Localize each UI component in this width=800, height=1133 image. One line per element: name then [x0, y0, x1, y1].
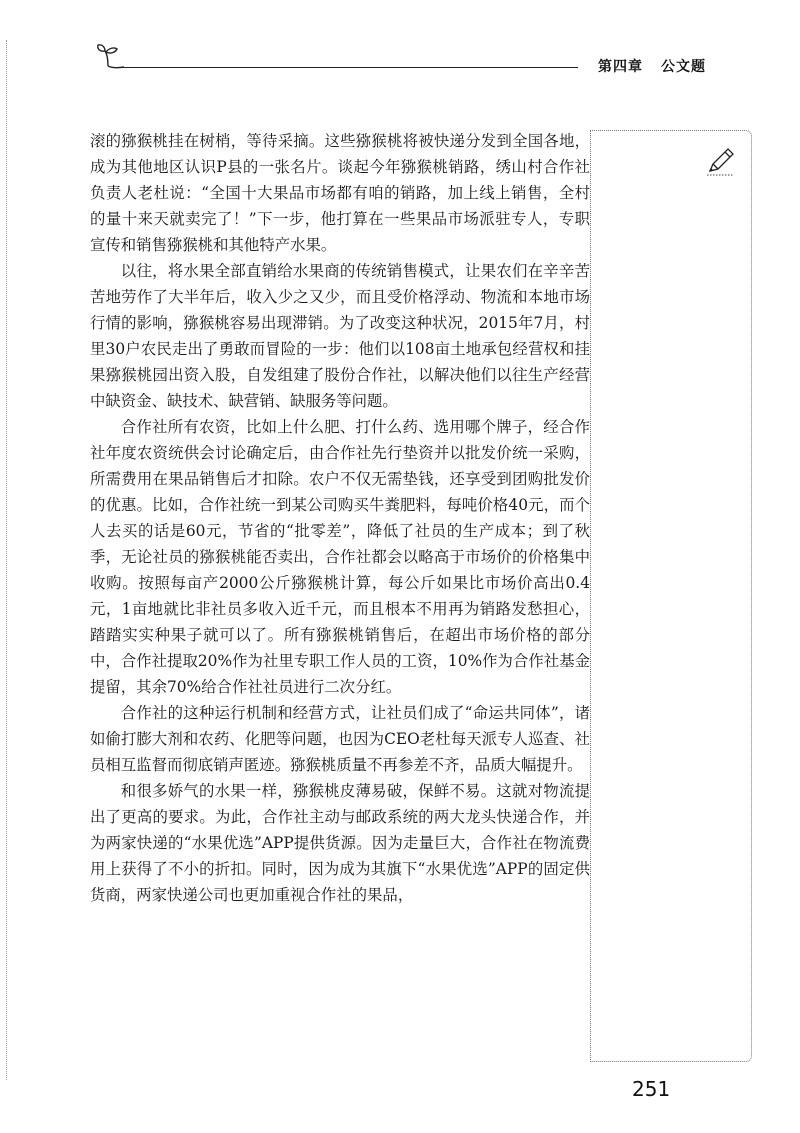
header-rule: [116, 67, 578, 68]
margin-note-box: [590, 130, 752, 1062]
paragraph: 合作社所有农资，比如上什么肥、打什么药、选用哪个牌子，经合作社年度农资统供会讨论确定后，由合作社先行垫资并以批发价统一采购，所需费用在果品销售后才扣除。农户不仅无需垫钱，还享受到团购批发价的优惠。比如，合作社统一到某公司购买牛粪肥料，每吨价格40元，而个人去买的话是60元，节省的“批零差”，降低了社员的生产成本；到了秋季，无论社员的猕猴桃能否卖出，合作社都会以略高于市场价的价格集中收购。按照每亩产2000公斤猕猴桃计算，每公斤如果比市场价高出0.4元，1亩地就比非社员多收入近千元，而且根本不用再为销路发愁担心，踏踏实实种果子就可以了。所有猕猴桃销售后，在超出市场价格的部分中，合作社提取20%作为社里专职工作人员的工资，10%作为合作社基金提留，其余70%给合作社社员进行二次分红。: [90, 418, 590, 696]
paragraph: 和很多娇气的水果一样，猕猴桃皮薄易破，保鲜不易。这就对物流提出了更高的要求。为此，合作社主动与邮政系统的两大龙头快递合作，并为两家快递的“水果优选”APP提供货源。因为走量巨大，合作社在物流费用上获得了不小的折扣。同时，因为成为其旗下“水果优选”APP的固定供货商，两家快递公司也更加重视合作社的果品，: [90, 782, 590, 904]
section-label: 公文题: [661, 59, 706, 75]
scan-edge-dots: [6, 40, 8, 1080]
page-header: [94, 40, 706, 76]
chapter-title: [598, 56, 706, 76]
chapter-label: 第四章: [598, 59, 643, 75]
pen-icon: [704, 144, 738, 178]
sprout-icon: [94, 40, 128, 70]
page-number: 251: [632, 1077, 671, 1101]
article-body: [90, 128, 590, 908]
paragraph-continued: 滚的猕猴桃挂在树梢，等待采摘。这些猕猴桃将被快递分发到全国各地，成为其他地区认识P县的一张名片。谈起今年猕猴桃销路，绣山村合作社负责人老杜说：“全国十大果品市场都有咱的销路，加上线上销售，全村的量十来天就卖完了！”下一步，他打算在一些果品市场派驻专人，专职宣传和销售猕猴桃和其他特产水果。: [90, 132, 590, 254]
paragraph: 以往，将水果全部直销给水果商的传统销售模式，让果农们在辛辛苦苦地劳作了大半年后，收入少之又少，而且受价格浮动、物流和本地市场行情的影响，猕猴桃容易出现滞销。为了改变这种状况，2015年7月，村里30户农民走出了勇敢而冒险的一步：他们以108亩土地承包经营权和挂果猕猴桃园出资入股，自发组建了股份合作社，以解决他们以往生产经营中缺资金、缺技术、缺营销、缺服务等问题。: [90, 262, 590, 410]
paragraph: 合作社的这种运行机制和经营方式，让社员们成了“命运共同体”，诸如偷打膨大剂和农药、化肥等问题，也因为CEO老杜每天派专人巡查、社员相互监督而彻底销声匿迹。猕猴桃质量不再参差不齐，品质大幅提升。: [90, 704, 590, 774]
